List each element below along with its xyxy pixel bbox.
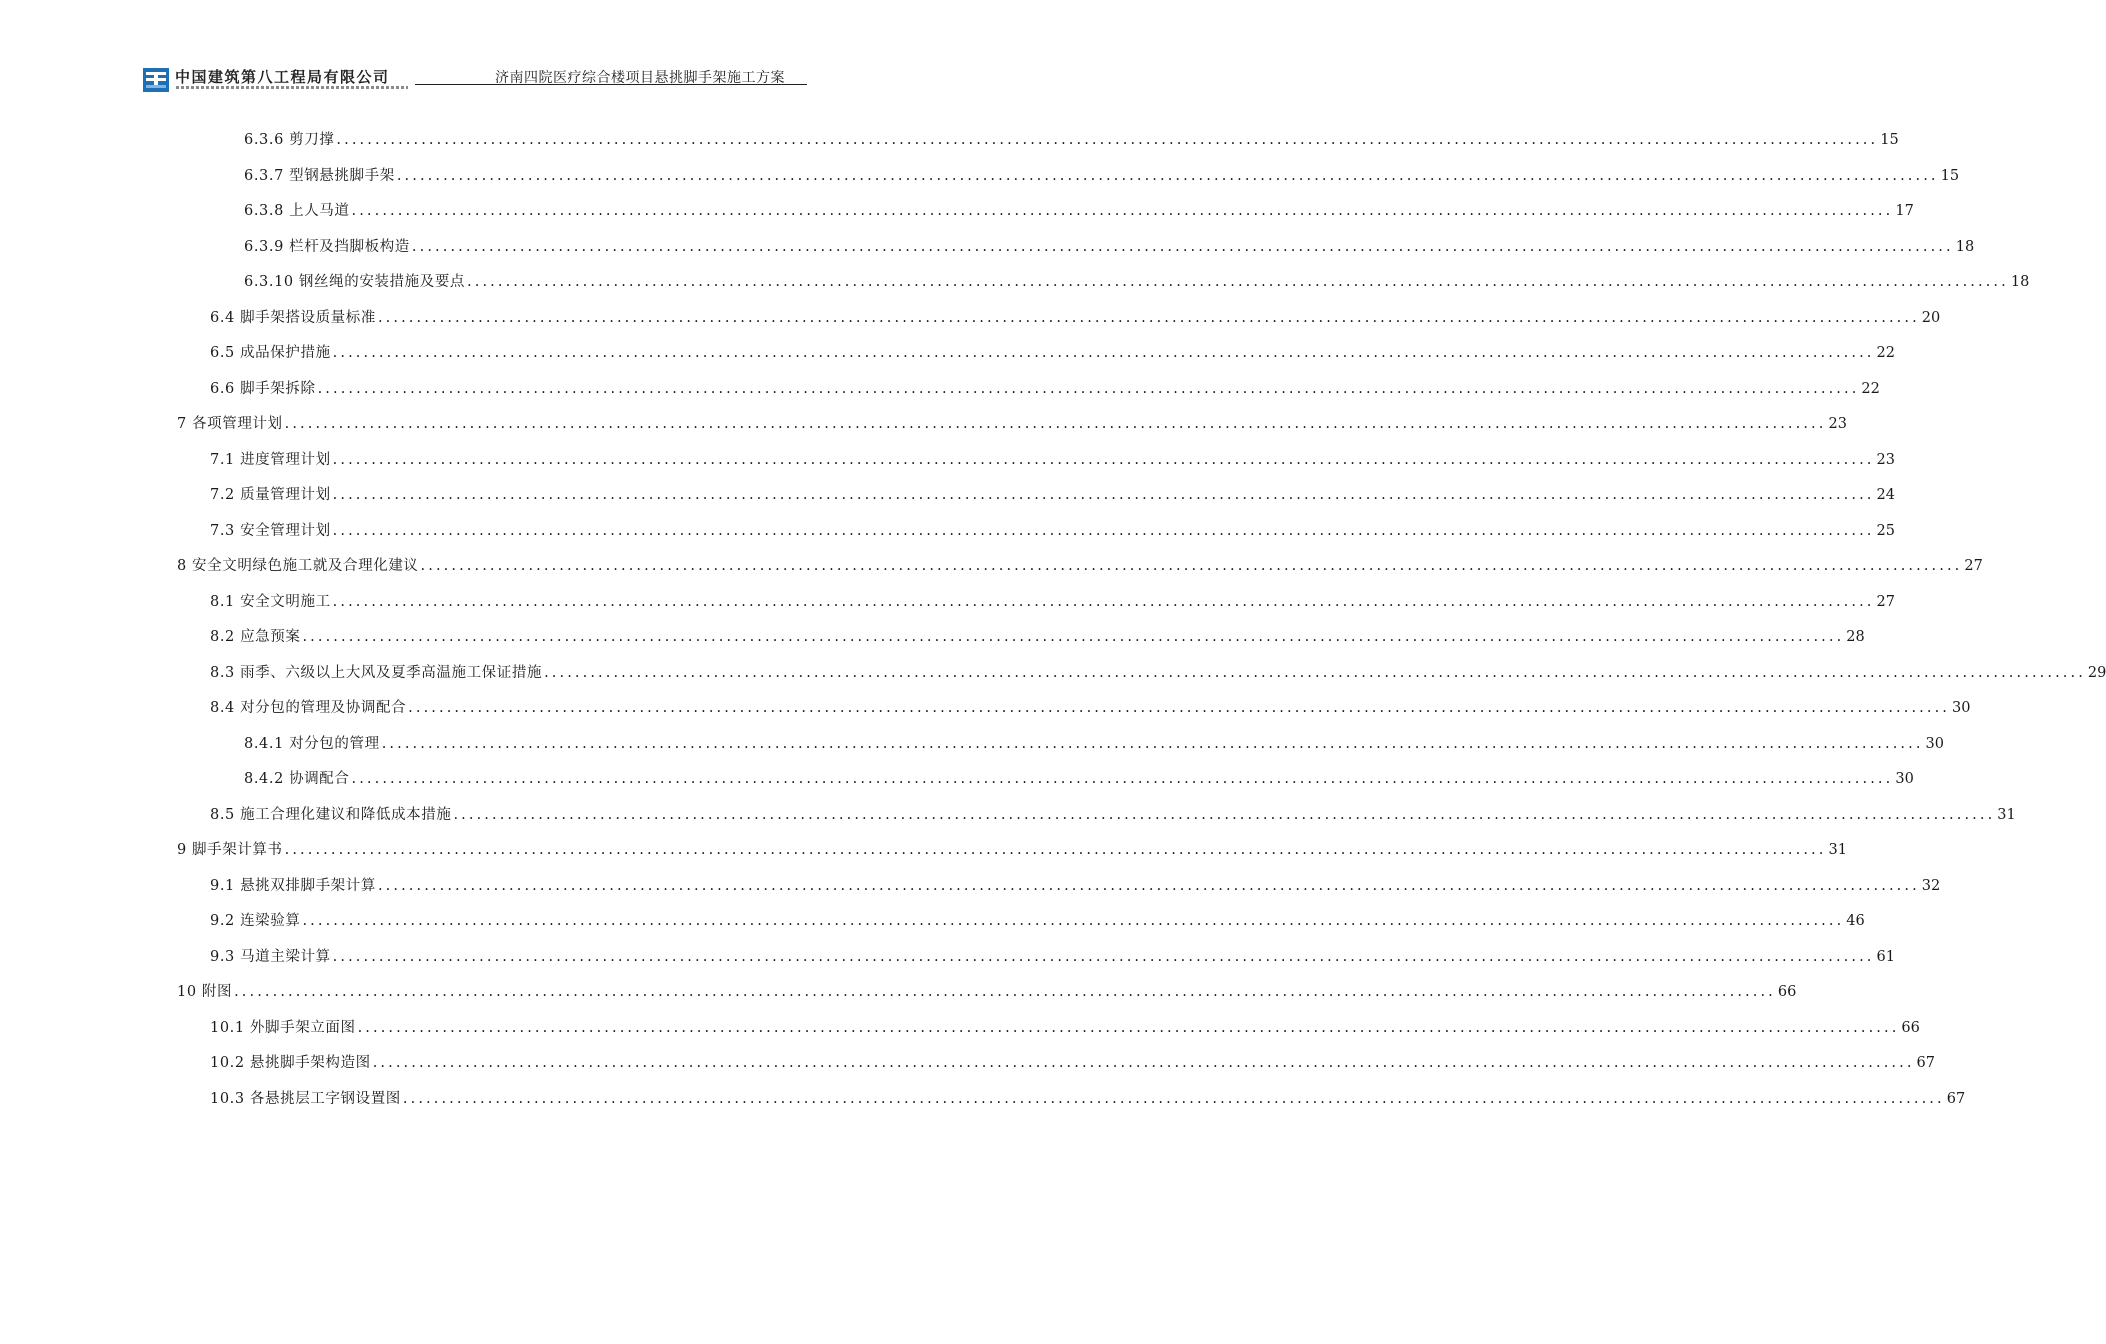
toc-entry[interactable] (210, 519, 1895, 541)
toc-dot-leader: ........................................................................................................................................................................................................ (332, 345, 1875, 361)
toc-page-number: 30 (1895, 771, 1914, 787)
toc-entry-title: 10.1 外脚手架立面图 (210, 1019, 356, 1036)
toc-page-number: 18 (2010, 274, 2030, 290)
toc-entry-title: 10.2 悬挑脚手架构造图 (210, 1055, 371, 1071)
toc-page-number: 29 (2087, 664, 2106, 681)
company-name: 中国建筑第八工程局有限公司 (175, 68, 390, 86)
toc-dot-leader: ........................................................................................................................................................................................................ (332, 451, 1875, 468)
toc-dot-leader: ........................................................................................................................................................................................................ (381, 735, 1924, 752)
toc-entry-title: 8 安全文明绿色施工就及合理化建议 (177, 558, 419, 574)
toc-dot-leader: ........................................................................................................................................................................................................ (377, 877, 1920, 894)
toc-entry-title: 8.2 应急预案 (210, 629, 301, 645)
toc-entry[interactable] (177, 980, 1797, 1002)
toc-page-number: 61 (1876, 948, 1895, 965)
toc-dot-leader: ........................................................................................................................................................................................................ (351, 203, 1894, 219)
toc-entry[interactable] (210, 483, 1895, 505)
toc-entry[interactable] (244, 767, 1914, 789)
toc-page-number: 27 (1964, 558, 1983, 574)
toc-entry[interactable] (210, 909, 1865, 931)
toc-entry-title: 7 各项管理计划 (177, 416, 283, 432)
toc-page-number: 15 (1880, 132, 1899, 148)
toc-dot-leader: ........................................................................................................................................................................................................ (332, 487, 1875, 503)
toc-dot-leader: ........................................................................................................................................................................................................ (420, 558, 1963, 574)
toc-page-number: 31 (1997, 806, 2016, 823)
toc-entry[interactable] (244, 199, 1914, 221)
toc-page-number: 28 (1846, 629, 1865, 645)
cscec-logo-icon (143, 68, 169, 92)
toc-entry[interactable] (210, 448, 1895, 470)
toc-entry-title: 6.5 成品保护措施 (210, 345, 331, 361)
toc-dot-leader: ........................................................................................................................................................................................................ (544, 664, 2086, 681)
toc-entry-title: 8.3 雨季、六级以上大风及夏季高温施工保证措施 (210, 664, 543, 681)
toc-entry-title: 8.4 对分包的管理及协调配合 (210, 700, 407, 716)
document-title: 济南四院医疗综合楼项目悬挑脚手架施工方案 (495, 70, 785, 86)
toc-dot-leader: ........................................................................................................................................................................................................ (332, 522, 1875, 539)
toc-dot-leader: ........................................................................................................................................................................................................ (372, 1055, 1915, 1071)
toc-entry-title: 7.3 安全管理计划 (210, 522, 331, 539)
toc-page-number: 20 (1921, 309, 1941, 326)
toc-page-number: 22 (1876, 345, 1895, 361)
toc-entry-title: 6.3.6 剪刀撑 (244, 132, 335, 148)
toc-entry-title: 7.2 质量管理计划 (210, 487, 331, 503)
toc-page-number: 23 (1876, 451, 1895, 468)
company-logo (143, 68, 413, 94)
toc-page-number: 66 (1901, 1019, 1920, 1036)
toc-page-number: 24 (1876, 487, 1895, 503)
toc-entry-title: 9.1 悬挑双排脚手架计算 (210, 877, 376, 894)
toc-entry[interactable] (244, 128, 1899, 150)
toc-entry[interactable] (210, 661, 2106, 683)
toc-dot-leader: ........................................................................................................................................................................................................ (336, 132, 1879, 148)
toc-dot-leader: ........................................................................................................................................................................................................ (332, 948, 1875, 965)
company-name-english-line (176, 86, 408, 89)
toc-entry[interactable] (244, 732, 1944, 754)
toc-dot-leader: ........................................................................................................................................................................................................ (302, 629, 1845, 645)
toc-page-number: 32 (1921, 877, 1941, 894)
toc-page-number: 31 (1828, 842, 1847, 858)
toc-page-number: 15 (1940, 167, 1960, 184)
toc-page-number: 30 (1925, 735, 1944, 752)
toc-entry-title: 9 脚手架计算书 (177, 842, 283, 858)
toc-dot-leader: ........................................................................................................................................................................................................ (408, 700, 1950, 716)
toc-dot-leader: ........................................................................................................................................................................................................ (357, 1019, 1900, 1036)
toc-entry[interactable] (177, 412, 1847, 434)
toc-page-number: 67 (1946, 1090, 1966, 1107)
toc-page-number: 30 (1952, 700, 1971, 716)
toc-dot-leader: ........................................................................................................................................................................................................ (453, 806, 1996, 823)
toc-dot-leader: ........................................................................................................................................................................................................ (411, 238, 1954, 255)
toc-entry-title: 10 附图 (177, 984, 233, 1000)
toc-entry-title: 6.6 脚手架拆除 (210, 380, 316, 397)
toc-entry-title: 8.5 施工合理化建议和降低成本措施 (210, 806, 452, 823)
toc-entry[interactable] (210, 1087, 1966, 1109)
toc-dot-leader: ........................................................................................................................................................................................................ (377, 309, 1920, 326)
toc-dot-leader: ........................................................................................................................................................................................................ (234, 984, 1776, 1000)
toc-entry[interactable] (244, 235, 1975, 257)
toc-entry-title: 6.3.7 型钢悬挑脚手架 (244, 167, 395, 184)
toc-page-number: 23 (1828, 416, 1847, 432)
toc-dot-leader: ........................................................................................................................................................................................................ (284, 416, 1827, 432)
toc-entry[interactable] (210, 874, 1941, 896)
toc-page-number: 25 (1876, 522, 1895, 539)
toc-entry-title: 8.4.1 对分包的管理 (244, 735, 380, 752)
toc-entry[interactable] (177, 554, 1983, 576)
toc-entry-title: 10.3 各悬挑层工字钢设置图 (210, 1090, 401, 1107)
toc-dot-leader: ........................................................................................................................................................................................................ (402, 1090, 1945, 1107)
toc-entry-title: 6.3.10 钢丝绳的安装措施及要点 (244, 274, 466, 290)
toc-entry-title: 9.2 连梁验算 (210, 913, 301, 929)
toc-entry[interactable] (210, 1016, 1920, 1038)
toc-entry[interactable] (210, 377, 1880, 399)
toc-entry-title: 6.3.9 栏杆及挡脚板构造 (244, 238, 410, 255)
toc-entry-title: 9.3 马道主梁计算 (210, 948, 331, 965)
toc-page-number: 22 (1861, 380, 1880, 397)
toc-page-number: 46 (1846, 913, 1865, 929)
toc-dot-leader: ........................................................................................................................................................................................................ (396, 167, 1939, 184)
toc-entry[interactable] (210, 341, 1895, 363)
toc-entry-title: 8.1 安全文明施工 (210, 593, 331, 610)
toc-dot-leader: ........................................................................................................................................................................................................ (284, 842, 1827, 858)
toc-dot-leader: ........................................................................................................................................................................................................ (467, 274, 2009, 290)
toc-dot-leader: ........................................................................................................................................................................................................ (302, 913, 1845, 929)
toc-page-number: 17 (1895, 203, 1914, 219)
toc-entry[interactable] (210, 945, 1895, 967)
toc-entry[interactable] (210, 590, 1895, 612)
toc-dot-leader: ........................................................................................................................................................................................................ (317, 380, 1860, 397)
toc-page-number: 66 (1777, 984, 1797, 1000)
toc-dot-leader: ........................................................................................................................................................................................................ (332, 593, 1875, 610)
toc-entry[interactable] (177, 838, 1847, 860)
toc-entry[interactable] (244, 270, 2030, 292)
toc-page-number: 27 (1876, 593, 1895, 610)
toc-entry[interactable] (210, 306, 1941, 328)
page-header (143, 64, 807, 94)
toc-entry-title: 6.3.8 上人马道 (244, 203, 350, 219)
toc-page-number: 18 (1955, 238, 1975, 255)
toc-entry-title: 8.4.2 协调配合 (244, 771, 350, 787)
toc-entry[interactable] (210, 625, 1865, 647)
toc-entry[interactable] (210, 803, 2016, 825)
toc-dot-leader: ........................................................................................................................................................................................................ (351, 771, 1894, 787)
toc-entry[interactable] (244, 164, 1960, 186)
toc-entry-title: 6.4 脚手架搭设质量标准 (210, 309, 376, 326)
toc-page-number: 67 (1916, 1055, 1935, 1071)
toc-entry-title: 7.1 进度管理计划 (210, 451, 331, 468)
toc-entry[interactable] (210, 1051, 1935, 1073)
toc-entry[interactable] (210, 696, 1971, 718)
